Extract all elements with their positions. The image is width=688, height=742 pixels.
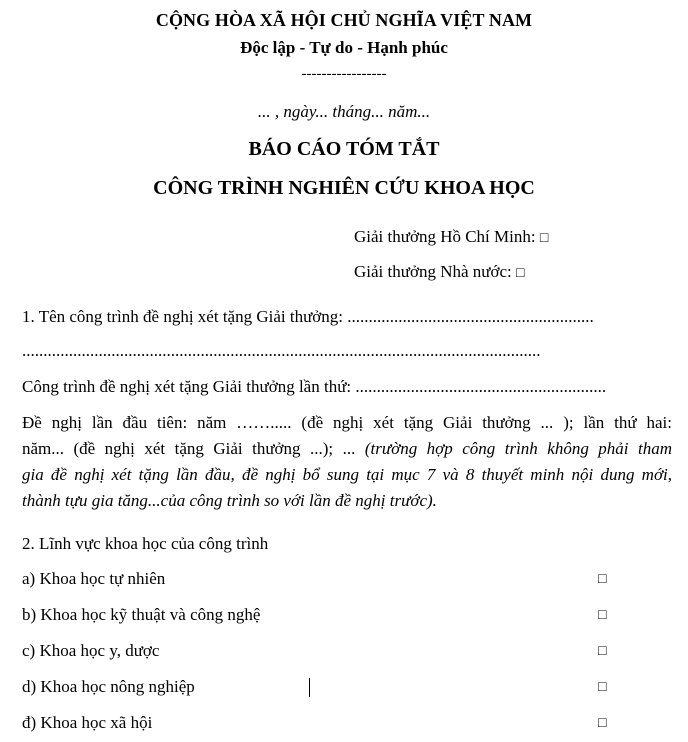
- report-title: BÁO CÁO TÓM TẮT: [248, 138, 440, 160]
- field-social-science-checkbox[interactable]: □: [598, 716, 607, 731]
- date-line: ... , ngày... tháng... năm...: [257, 102, 431, 121]
- prize-state: [354, 262, 524, 282]
- report-subtitle: CÔNG TRÌNH NGHIÊN CỨU KHOA HỌC: [153, 177, 535, 199]
- field-medical-checkbox[interactable]: □: [598, 644, 607, 659]
- submission-paragraph-line-4: thành tựu gia tăng...của công trình so với lần đề nghị trước).: [22, 491, 437, 510]
- submission-count-line: Công trình đề nghị xét tặng Giải thưởng lần thứ: ...........................................................: [22, 377, 607, 396]
- field-agriculture: d) Khoa học nông nghiệp: [22, 677, 195, 696]
- field-natural-science-checkbox[interactable]: □: [598, 572, 607, 587]
- motto-heading: Độc lập - Tự do - Hạnh phúc: [240, 38, 448, 57]
- submission-paragraph-note: (trường hợp công trình không phải tham: [364, 439, 672, 458]
- prize-hcm-label: Giải thưởng Hồ Chí Minh:: [354, 227, 540, 246]
- work-name-continuation: ..........................................................................................................................: [22, 341, 541, 360]
- nation-heading: CỘNG HÒA XÃ HỘI CHỦ NGHĨA VIỆT NAM: [155, 10, 533, 30]
- prize-hcm: [354, 227, 548, 247]
- prize-state-label: Giải thưởng Nhà nước:: [354, 262, 516, 281]
- submission-paragraph-line-3: gia đề nghị xét tặng lần đầu, đề nghị bổ sung tại mục 7 và 8 thuyết minh nội dung mới,: [22, 465, 672, 484]
- prize-state-checkbox[interactable]: □: [516, 266, 525, 281]
- field-social-science: đ) Khoa học xã hội: [22, 713, 153, 732]
- field-agriculture-checkbox[interactable]: □: [598, 680, 607, 695]
- text-cursor: [309, 678, 310, 697]
- submission-paragraph-text: năm... (đề nghị xét tặng Giải thưởng ...); ...: [22, 439, 365, 458]
- field-medical: c) Khoa học y, dược: [22, 641, 160, 660]
- submission-paragraph-line-1: Đề nghị lần đầu tiên: năm ……..... (đề nghị xét tặng Giải thưởng ... ); lần thứ hai:: [22, 413, 672, 432]
- field-engineering-checkbox[interactable]: □: [598, 608, 607, 623]
- field-section-heading: 2. Lĩnh vực khoa học của công trình: [22, 534, 269, 553]
- header-divider: -----------------: [301, 66, 387, 82]
- work-name-line: 1. Tên công trình đề nghị xét tặng Giải thưởng: ..........................................................: [22, 307, 594, 326]
- field-engineering: b) Khoa học kỹ thuật và công nghệ: [22, 605, 261, 624]
- prize-hcm-checkbox[interactable]: □: [539, 231, 549, 246]
- submission-paragraph-line-2: [22, 436, 672, 462]
- field-natural-science: a) Khoa học tự nhiên: [22, 569, 166, 588]
